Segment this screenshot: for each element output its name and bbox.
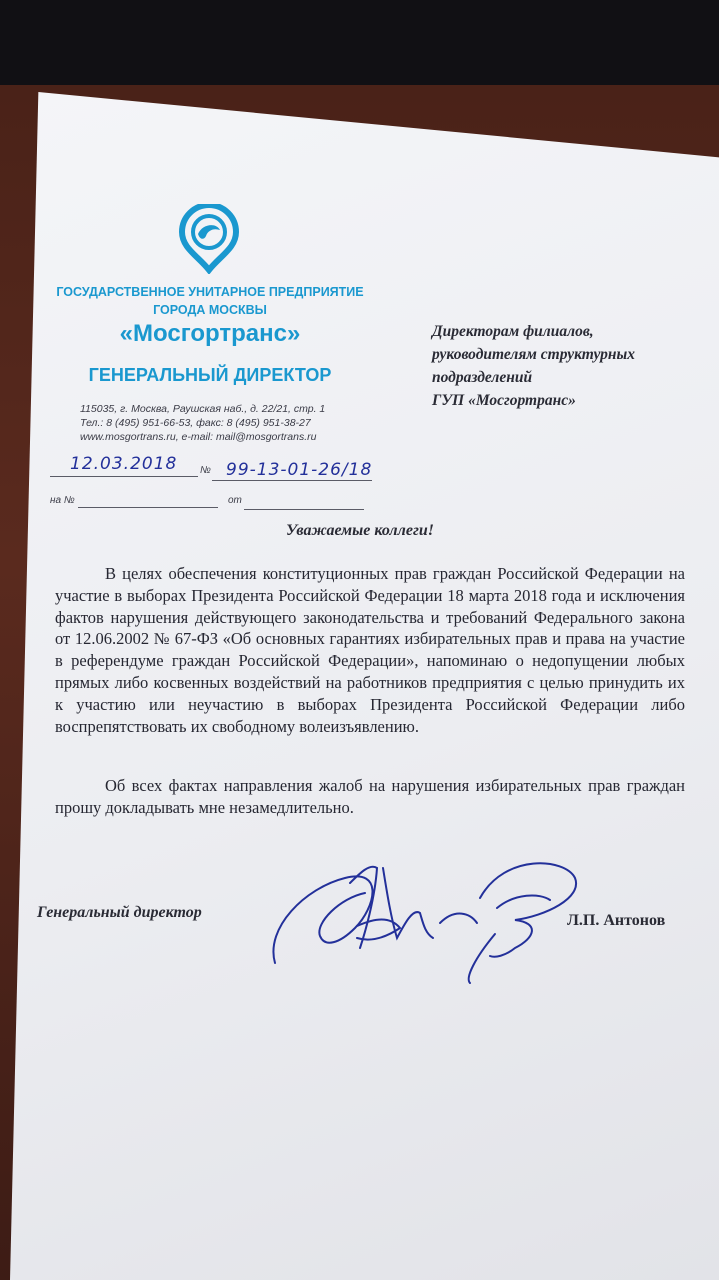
org-name: «Мосгортранс» [119, 320, 301, 347]
address-line-2: Тел.: 8 (495) 951-66-53, факс: 8 (495) 951-38-27 [80, 417, 311, 429]
body-paragraph-2: Об всех фактах направления жалоб на нарушения избирательных прав граждан прошу докладывать мне незамедлительно. [55, 776, 685, 817]
org-line-2: ГОРОДА МОСКВЫ [153, 303, 267, 317]
mosgortrans-logo-icon [178, 204, 240, 274]
recipient-line-4: ГУП «Мосгортранс» [432, 392, 576, 409]
address-line-1: 115035, г. Москва, Раушская наб., д. 22/21, стр. 1 [80, 403, 326, 415]
number-underline [212, 480, 372, 481]
from-underline [244, 509, 364, 510]
handwritten-signature [265, 838, 595, 988]
ref-underline [78, 507, 218, 508]
number-prefix: № [200, 465, 211, 476]
body-paragraph-1: В целях обеспечения конституционных прав граждан Российской Федерации на участие в выборах Президента Российской Федерации 18 марта 2018 года и исключения фактов нарушения действующего законодательства и требований Федерального закона от 12.06.2002 № 67-ФЗ «Об основных гарантиях избирательных прав и права на участие в референдуме граждан Российской Федерации», напоминаю о недопущении любых прямых либо косвенных воздействий на работников предприятия с целью принудить их к участию или неучастию в выборах Президента Российской Федерации либо воспрепятствовать их свободному волеизъявлению. [55, 564, 685, 736]
from-label: от [228, 495, 242, 506]
position-title: ГЕНЕРАЛЬНЫЙ ДИРЕКТОР [88, 365, 332, 385]
signature-title: Генеральный директор [37, 904, 202, 921]
recipient-line-2: руководителям структурных [432, 346, 636, 363]
date-underline [50, 476, 198, 477]
ref-label: на № [50, 495, 75, 506]
signatory-name: Л.П. Антонов [567, 912, 666, 929]
address-line-3: www.mosgortrans.ru, e-mail: mail@mosgortrans.ru [80, 431, 317, 443]
background-top [0, 0, 719, 95]
greeting: Уважаемые коллеги! [286, 522, 434, 539]
recipient-line-3: подразделений [432, 369, 533, 386]
handwritten-number: 99-13-01-26/18 [226, 460, 373, 480]
recipient-line-1: Директорам филиалов, [432, 323, 594, 340]
org-line-1: ГОСУДАРСТВЕННОЕ УНИТАРНОЕ ПРЕДПРИЯТИЕ [56, 285, 364, 299]
handwritten-date: 12.03.2018 [70, 454, 178, 474]
